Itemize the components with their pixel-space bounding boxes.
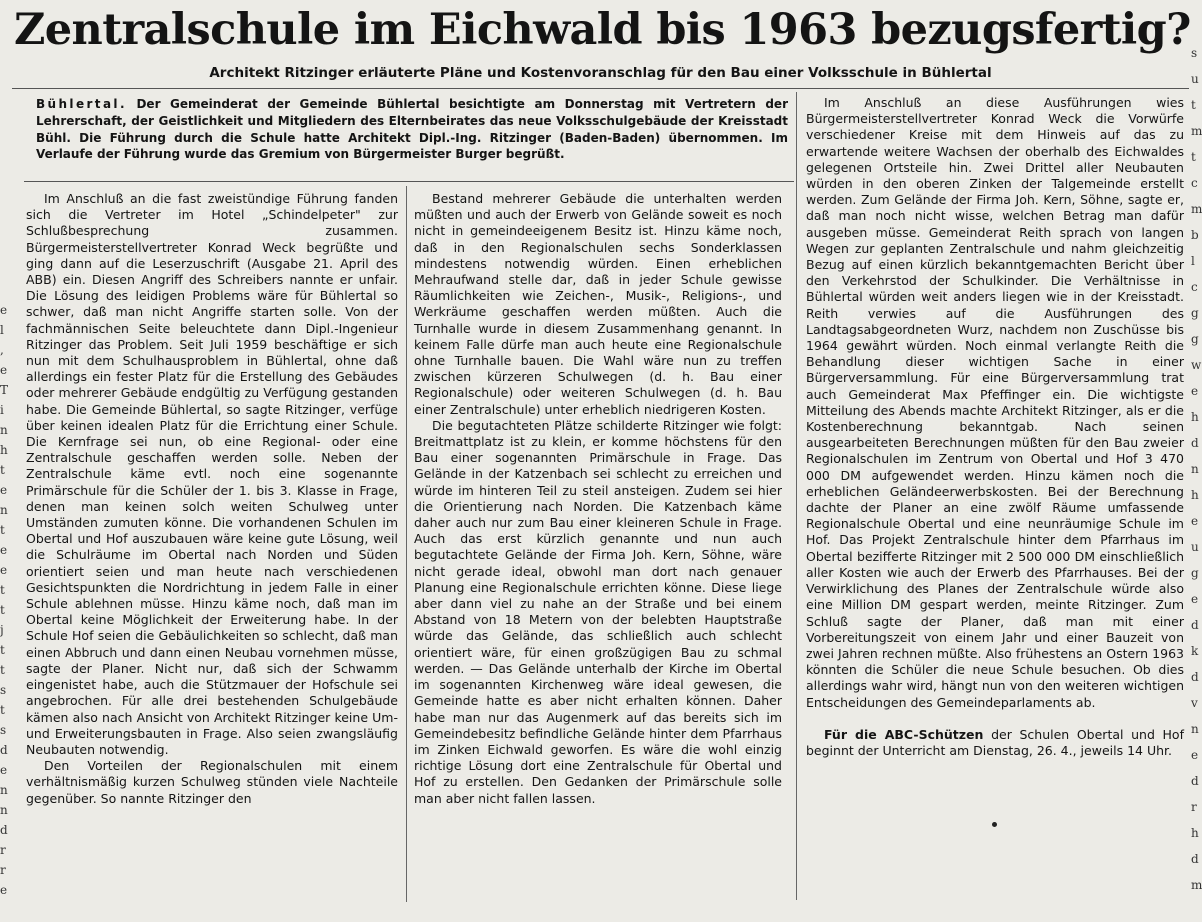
column-divider-2 [796, 92, 797, 900]
separator-dot [992, 822, 997, 827]
notice-text: der Schulen Obertal und Hof beginnt der Unterricht am Dienstag, 26. 4., jeweils 14 Uhr. [806, 726, 1184, 758]
paragraph: Im Anschluß an diese Ausführungen wies Bürgermeisterstellvertreter Konrad Weck die Vorwürfe verschiedener Kreise mit dem Hinweis auf das zu erwartende weitere Wachsen der oberhalb des Eichwaldes gelegenen Ortsteile hin. Zwei Drittel aller Neubauten würden in den oberen Zinken der Talgemeinde erstellt werden. Zum Gelände der Firma Joh. Kern, Söhne, sagte er, daß man noch nicht wisse, welchen Betrag man dafür ausgeben müsse. Gemeinderat Reith sprach von langen Wegen zur geplanten Zentralschule und nahm gleichzeitig Bezug auf einen kürzlich bekanntgemachten Bericht über den Verkehrstod der Schulkinder. Die Verhältnisse in Bühlertal würden weit anders liegen wie in der Kreisstadt. Reith verwies auf die Ausführungen des Landtagsabgeordneten Wurz, nachdem non Zuschüsse bis 1964 gewährt würden. Noch einmal verlangte Reith die Behandlung dieser wichtigen Sache in einer Bürgerversammlung. Für eine Bürgerversammlung trat auch Gemeinderat Max Pfeffinger ein. Die wichtigste Mitteilung des Abends machte Architekt Ritzinger, als er die Kostenberechnung bekanntgab. Nach seinen ausgearbeiteten Berechnungen müßten für den Bau zweier Regionalschulen im Zentrum von Obertal und Hof 3 470 000 DM aufgewendet werden. Hinzu kämen noch die erheblichen Geländeerwerbskosten. Bei der Berechnung dachte der Planer an eine zwölf Räume umfassende Regionalschule Obertal und eine neunräumige Schule im Hof. Das Projekt Zentralschule hinter dem Pfarrhaus im Obertal bezifferte Ritzinger mit 2 500 000 DM einschließlich aller Kosten wie auch der Erwerb des Pfarrhauses. Bei der Verwirklichung des Planes der Zentralschule würde also eine Million DM gespart werden, meinte Ritzinger. Zum Schluß sagte der Planer, daß man mit einer Vorbereitungszeit von einem Jahr und einer Bauzeit von zwei Jahren rechnen müßte. Also frühestens an Ostern 1963 könnten die Schüler die neue Schule besuchen. Ob dies allerdings wahr wird, hängt nun von den weiteren wichtigen Entscheidungen des Gemeindeparlaments ab. [806, 95, 1184, 710]
article-subheadline: Architekt Ritzinger erläuterte Pläne und Kostenvoranschlag für den Bau einer Volksschule in Bühlertal [209, 65, 992, 81]
column-divider-1 [406, 186, 407, 902]
article-column-3 [806, 95, 1184, 895]
school-start-notice [806, 727, 1184, 759]
lead-text: Der Gemeinderat der Gemeinde Bühlertal besichtigte am Donnerstag mit Vertretern der Lehrerschaft, der Geistlichkeit und Mitgliedern des Elternbeirates das neue Volksschulgebäude der Kreisstadt Bühl. Die Führung durch die Schule hatte Architekt Dipl.-Ing. Ritzinger (Baden-Baden) übernommen. Im Verlaufe der Führung wurde das Gremium von Bürgermeister Burger begrüßt. [36, 97, 788, 162]
adjacent-article-fragment-right: s u t m t c m b l c g g w e h d n h e u g e d k d v n e d r h d m [1191, 46, 1202, 892]
article-column-1 [26, 191, 398, 901]
lead-rule [24, 181, 794, 182]
dateline-place: Bühlertal. [36, 97, 127, 111]
article-lead [36, 96, 788, 163]
adjacent-article-fragment-left: e l , e T i n h t e n t e e t t j t t s t s d e n n d r r e [0, 303, 9, 897]
paragraph: Die begutachteten Plätze schilderte Ritzinger wie folgt: Breitmattplatz ist zu klein, er komme höchstens für den Bau einer sogenannten Primärschule in Frage. Das Gelände in der Katzenbach sei schlecht zu erreichen und würde im hinteren Teil zu steil ansteigen. Zudem sei hier die Orientierung nach Norden. Die Katzenbach käme daher auch nur zum Bau einer kleineren Schule in Frage. Auch das erst kürzlich genannte und nun auch begutachtete Gelände der Firma Joh. Kern, Söhne, wäre nicht gerade ideal, obwohl man dort nach genauer Planung eine Regionalschule errichten könne. Diese liege aber dann viel zu nahe an der Straße und bei einem Abstand von 18 Metern von der belebten Hauptstraße würde das Gelände, das schließlich auch schlecht orientiert wäre, für einen großzügigen Bau zu schmal werden. — Das Gelände unterhalb der Kirche im Obertal im sogenannten Kirchenweg wäre ideal gewesen, die Gemeinde hatte es aber nicht erhalten können. Daher habe man nur das Augenmerk auf das bereits sich im Gemeindebesitz befindliche Gelände hinter dem Pfarrhaus im Zinken Eichwald geworfen. Es wäre die wohl einzig richtige Lösung dort eine Zentralschule für Obertal und Hof zu erstellen. Den Gedanken der Primärschule solle man aber nicht fallen lassen. [414, 417, 782, 806]
paragraph: Bestand mehrerer Gebäude die unterhalten werden müßten und auch der Erwerb von Gelände soweit es noch nicht in gemeindeeigenem Besitz ist. Hinzu käme noch, daß in den Regionalschulen sechs Sonderklassen mindestens notwendig würden. Einen erheblichen Mehraufwand stelle dar, daß in jeder Schule gewisse Räumlichkeiten wie Zeichen-, Musik-, Religions-, und Werkräume geschaffen werden müßten. Auch die Turnhalle wurde in diesem Zusammenhang genannt. In keinem Falle dürfe man auch heute eine Regionalschule ohne Turnhalle bauen. Die Wahl wäre nun zu treffen zwischen kürzeren Schulwegen (d. h. Bau einer Regionalschule) oder weiteren Schulwegen (d. h. Bau einer Zentralschule) unter erheblich niedrigeren Kosten. [414, 191, 782, 417]
article-column-2 [414, 191, 782, 901]
subheadline-rule [12, 88, 1189, 89]
paragraph: Im Anschluß an die fast zweistündige Führung fanden sich die Vertreter im Hotel „Schindelpeter" zur Schlußbesprechung zusammen. Bürgermeisterstellvertreter Konrad Weck begrüßte und ging dann auf die Leserzuschrift (Ausgabe 21. April des ABB) ein. Diesen Angriff des Schreibers nannte er unfair. Die Lösung des leidigen Problems wäre für Bühlertal so schwer, daß man nicht Angriffe starten solle. Von der fachmännischen Seite beleuchtete dann Dipl.-Ingenieur Ritzinger das Problem. Seit Juli 1959 beschäftige er sich nun mit dem Schulhausproblem in Bühlertal, ohne daß allerdings ein fester Platz für die Erstellung des Gebäudes oder mehrerer Gebäude endgültig zu Verfügung gestanden habe. Die Gemeinde Bühlertal, so sagte Ritzinger, verfüge über keinen idealen Platz für die Errichtung einer Schule. Die Kernfrage sei nun, ob eine Regional- oder eine Zentralschule geschaffen werden solle. Neben der Zentralschule käme evtl. noch eine sogenannte Primärschule für die Schüler der 1. bis 3. Klasse in Frage, denen man keinen solch weiten Schulweg unter Umständen zumuten könne. Die vorhandenen Schulen im Obertal und Hof auszubauen wäre keine gute Lösung, weil die Schulräume im Obertal nach Norden und Süden orientiert seien und man heute nach verschiedenen Gesichtspunkten die Nordrichtung in jedem Falle in einer Schule ablehnen müsse. Hinzu käme noch, daß man im Obertal keine Möglichkeit der Erweiterung habe. In der Schule Hof seien die Gebäulichkeiten so schlecht, daß man einen Abbruch und dann einen Neubau vornehmen müsse, sagte der Planer. Nicht nur, daß sich der Schwamm eingenistet habe, auch die Stützmauer der Hofschule sei angebrochen. Für alle drei bestehenden Schulgebäude kämen also nach Ansicht von Architekt Ritzinger keine Um- und Erweiterungsbauten in Frage. Also seien zwangsläufig Neubauten notwendig. [26, 191, 398, 757]
notice-bold-lead: Für die ABC-Schützen [824, 726, 984, 742]
paragraph: Den Vorteilen der Regionalschulen mit einem verhältnismäßig kurzen Schulweg stünden viele Nachteile gegenüber. So nannte Ritzinger den [26, 758, 398, 806]
article-headline: Zentralschule im Eichwald bis 1963 bezugsfertig? [14, 5, 1191, 55]
